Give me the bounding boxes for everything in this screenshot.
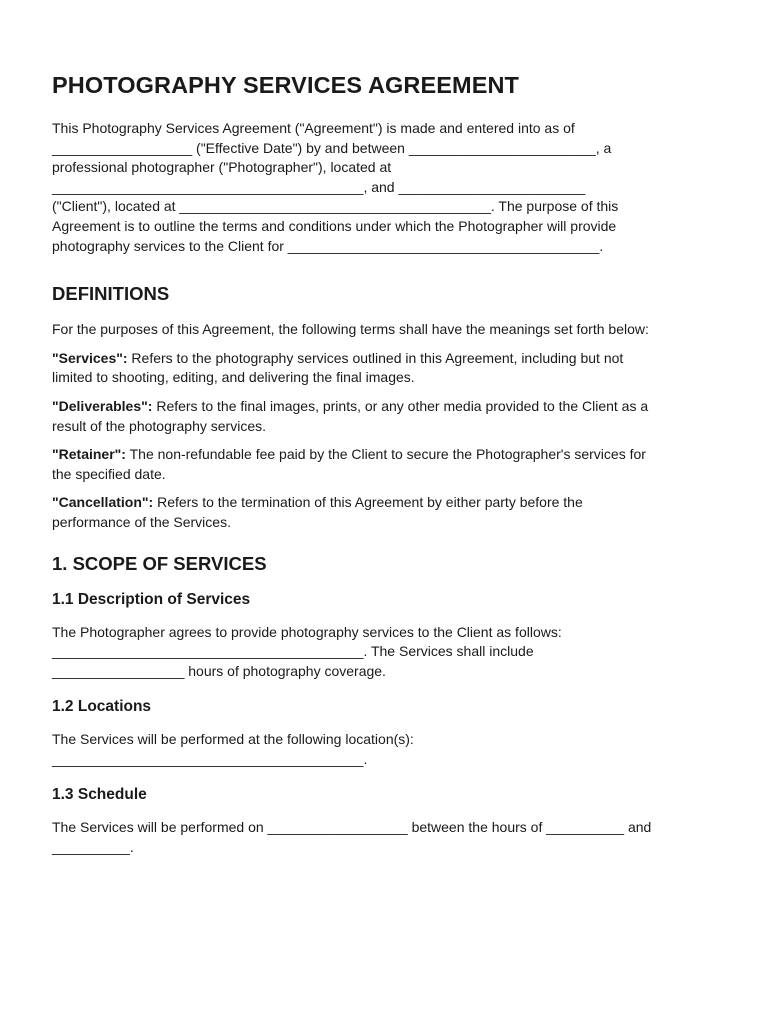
definition-text: Refers to the photography services outlined in this Agreement, including but not xyxy=(127,349,624,366)
intro-line: ________________________________________, and ________________________ xyxy=(52,178,586,195)
definition-text: The non-refundable fee paid by the Client to secure the Photographer's services for xyxy=(125,446,646,463)
definition-term: "Services": xyxy=(52,349,128,366)
intro-line: photography services to the Client for ________________________________________. xyxy=(52,237,604,254)
definition-term: "Deliverables": xyxy=(52,397,153,414)
intro-line: professional photographer ("Photographer"), located at xyxy=(52,159,392,176)
definition-text: the specified date. xyxy=(52,465,166,482)
schedule-heading: 1.3 Schedule xyxy=(52,786,147,804)
definitions-heading: DEFINITIONS xyxy=(52,283,170,305)
intro-line: ("Client"), located at ________________________________________. The purpose of this xyxy=(52,198,619,215)
intro-line: __________________ ("Effective Date") by and between ________________________, a xyxy=(52,139,612,156)
description-paragraph xyxy=(52,623,720,682)
definition-retainer xyxy=(52,445,720,484)
intro-line: This Photography Services Agreement ("Agreement") is made and entered into as of xyxy=(52,120,575,136)
definition-text: Refers to the final images, prints, or any other media provided to the Client as a xyxy=(152,397,649,414)
document-title: PHOTOGRAPHY SERVICES AGREEMENT xyxy=(52,72,519,98)
description-line: ________________________________________. The Services shall include xyxy=(52,643,534,660)
definition-text: performance of the Services. xyxy=(52,513,231,530)
description-line: _________________ hours of photography coverage. xyxy=(52,662,386,679)
definition-deliverables xyxy=(52,397,720,436)
scope-heading: 1. SCOPE OF SERVICES xyxy=(52,552,267,574)
schedule-paragraph xyxy=(52,818,720,857)
intro-line: Agreement is to outline the terms and conditions under which the Photographer will provide xyxy=(52,217,617,234)
locations-paragraph xyxy=(52,730,720,769)
intro-paragraph xyxy=(52,119,720,256)
definition-text: limited to shooting, editing, and delivering the final images. xyxy=(52,369,415,386)
locations-line: The Services will be performed at the following location(s): xyxy=(52,731,414,748)
definition-text: result of the photography services. xyxy=(52,417,267,434)
document-page xyxy=(52,70,720,858)
definition-term: "Retainer": xyxy=(52,446,126,463)
schedule-line: __________. xyxy=(52,839,134,856)
definition-term: "Cancellation": xyxy=(52,494,154,511)
definition-services xyxy=(52,349,720,388)
schedule-line: The Services will be performed on __________________ between the hours of __________ and xyxy=(52,819,652,836)
definitions-lead: For the purposes of this Agreement, the following terms shall have the meanings set forth below: xyxy=(52,321,649,338)
definition-text: Refers to the termination of this Agreement by either party before the xyxy=(153,494,583,511)
definition-cancellation xyxy=(52,493,720,532)
locations-heading: 1.2 Locations xyxy=(52,698,152,716)
description-heading: 1.1 Description of Services xyxy=(52,590,251,608)
locations-line: ________________________________________. xyxy=(52,750,368,767)
description-line: The Photographer agrees to provide photography services to the Client as follows: xyxy=(52,623,562,640)
